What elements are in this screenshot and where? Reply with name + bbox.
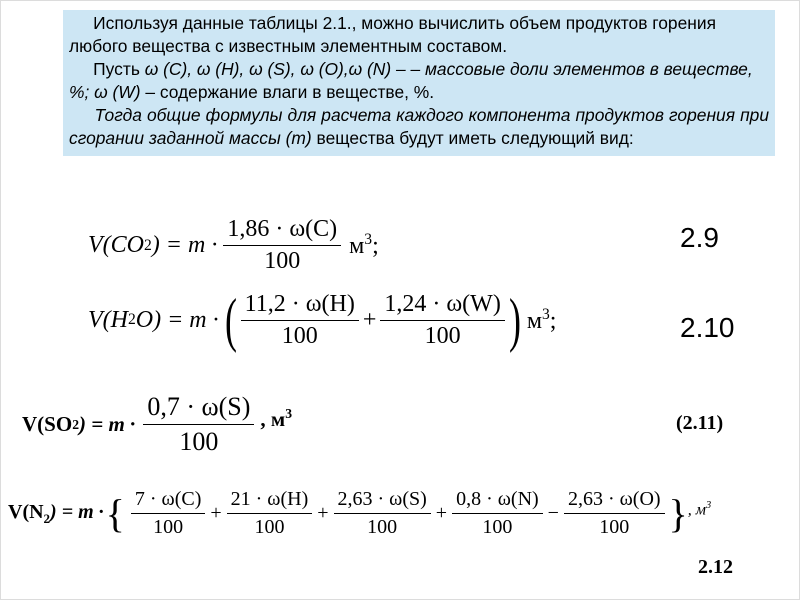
equation-2-9	[88, 216, 379, 275]
intro-line-3-rest: вещества будут иметь следующий вид:	[311, 128, 634, 148]
eq-2-10-denominator-2: 100	[424, 322, 461, 349]
eq-2-12-operator-2: +	[317, 502, 329, 524]
eq-2-11-unit: , м	[260, 407, 286, 431]
eq-2-9-fraction	[223, 216, 341, 275]
eq-2-11-lhs: V(SO	[22, 412, 73, 436]
eq-2-9-denominator: 100	[264, 248, 301, 274]
equation-2-12	[8, 488, 711, 539]
eq-2-10-lhs-end: O) = m ·	[135, 306, 219, 333]
eq-2-12-numerator-4: 2,63 · ω(O)	[564, 488, 665, 514]
intro-paragraph-3	[69, 104, 769, 150]
eq-2-12-numerator-2: 2,63 · ω(S)	[334, 488, 431, 514]
eq-2-12-numerator-0: 7 · ω(C)	[131, 488, 205, 514]
eq-2-12-fraction-3	[452, 488, 543, 539]
intro-paragraph-2	[69, 58, 769, 104]
equation-2-10	[88, 287, 557, 353]
intro-line-1: Используя данные таблицы 2.1., можно вычислить объем продуктов горения любого вещества с известным элементным составом.	[69, 13, 717, 56]
eq-2-10-numerator-1: 11,2 · ω(H)	[241, 291, 359, 321]
eq-2-12-lhs: V(N	[8, 500, 44, 523]
eq-2-12-denominator-3: 100	[482, 516, 513, 538]
eq-2-10-unit-sup: 3	[542, 305, 550, 323]
eq-2-9-tail: ;	[372, 233, 379, 259]
eq-2-9-sub: 2	[144, 236, 152, 254]
eq-2-9-unit-sup: 3	[364, 231, 373, 248]
eq-2-11-denominator: 100	[179, 427, 219, 456]
equation-2-11	[22, 392, 292, 457]
intro-line-3-italic: Тогда общие формулы для расчета каждого компонента продуктов горения при сгорании заданной массы (m)	[69, 105, 769, 148]
eq-2-12-unit: , м	[687, 501, 706, 519]
eq-2-12-fraction-4	[564, 488, 665, 539]
eq-2-11-sub: 2	[72, 416, 80, 432]
eq-2-10-right-paren: )	[508, 287, 521, 353]
eq-2-10-number: 2.10	[680, 312, 735, 343]
eq-2-10-sub: 2	[127, 311, 136, 328]
eq-2-12-operator-1: +	[210, 502, 222, 524]
intro-line-2-prefix: Пусть	[93, 59, 145, 79]
eq-2-10-fraction-1	[241, 291, 359, 350]
eq-2-12-fraction-0	[131, 488, 205, 539]
eq-2-10-fraction-2	[380, 291, 504, 350]
eq-2-10-left-paren: (	[224, 287, 237, 353]
eq-2-12-denominator-2: 100	[367, 516, 398, 538]
eq-2-12-lhs-end: ) = m ·	[50, 500, 104, 523]
eq-2-12-denominator-0: 100	[153, 516, 184, 538]
eq-2-11-fraction	[143, 392, 254, 457]
intro-paragraph-1	[69, 12, 769, 58]
eq-2-12-numerator-3: 0,8 · ω(N)	[452, 488, 543, 514]
eq-2-10-denominator-1: 100	[281, 322, 318, 349]
eq-2-12-fraction-1	[227, 488, 313, 539]
eq-2-10-plus: +	[362, 306, 377, 333]
eq-2-12-operator-3: +	[435, 502, 448, 524]
eq-2-12-numerator-1: 21 · ω(H)	[227, 488, 313, 514]
intro-text-box	[63, 10, 775, 156]
eq-2-12-number: 2.12	[698, 556, 733, 578]
eq-2-10-lhs: V(H	[88, 306, 128, 333]
eq-2-12-sub: 2	[43, 510, 51, 526]
eq-2-12-unit-sup: 3	[705, 500, 712, 511]
eq-2-12-right-brace: }	[668, 490, 688, 536]
eq-2-11-unit-sup: 3	[285, 406, 293, 421]
eq-2-12-operator-4: −	[547, 502, 559, 524]
eq-2-11-numerator: 0,7 · ω(S)	[143, 392, 254, 425]
eq-2-9-numerator: 1,86 · ω(C)	[223, 216, 341, 246]
eq-2-12-left-brace: {	[105, 490, 125, 536]
eq-2-12-terms	[131, 488, 665, 539]
eq-2-12-fraction-2	[334, 488, 431, 539]
eq-2-11-lhs-end: ) = m ·	[79, 412, 136, 436]
eq-2-11-number: (2.11)	[676, 412, 724, 434]
eq-2-9-lhs-end: ) = m ·	[151, 232, 218, 258]
eq-2-10-tail: ;	[549, 307, 557, 334]
eq-2-10-unit: м	[526, 307, 542, 334]
eq-2-10-numerator-2: 1,24 · ω(W)	[380, 291, 504, 321]
eq-2-12-denominator-1: 100	[254, 516, 285, 538]
intro-line-2-vars: ω (С), ω (Н), ω (S), ω (О),ω (N) – – массовые доли элементов в веществе, %;	[69, 59, 753, 102]
intro-line-2-w: ω (W)	[89, 82, 141, 102]
eq-2-9-unit: м	[349, 233, 365, 259]
intro-line-2-suffix: – содержание влаги в веществе, %.	[140, 82, 435, 102]
eq-2-12-denominator-4: 100	[599, 516, 630, 538]
eq-2-9-lhs: V(CO	[88, 232, 144, 258]
eq-2-9-number: 2.9	[680, 222, 719, 253]
